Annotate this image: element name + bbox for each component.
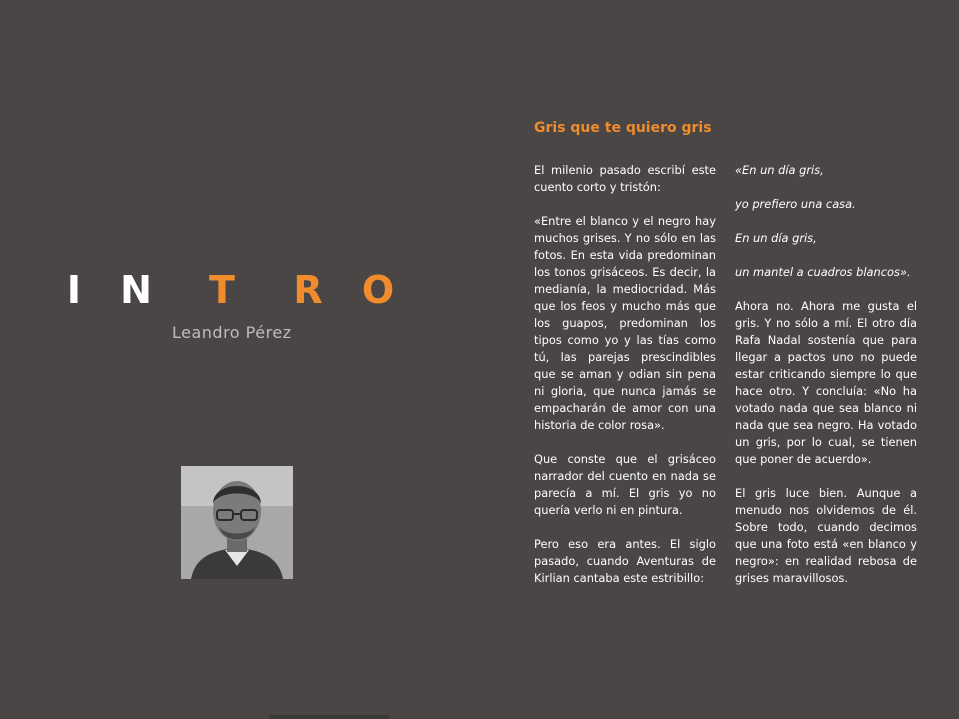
intro-letter: N (120, 268, 152, 312)
verse-line: «En un día gris, (735, 163, 824, 177)
verse-line: yo prefiero una casa. (735, 197, 856, 211)
article-right-column (735, 162, 917, 604)
paragraph: Que conste que el grisáceo narrador del cuento en nada se parecía a mí. El gris yo no quería verlo ni en pintura. (534, 452, 716, 517)
article-left-column (534, 162, 716, 604)
intro-title (55, 268, 405, 312)
paragraph: El gris luce bien. Aunque a menudo nos olvidemos de él. Sobre todo, cuando decimos que una foto está «en blanco y negro»: en realidad rebosa de grises maravillosos. (735, 486, 917, 585)
intro-letter: R (293, 268, 323, 312)
author-portrait-icon (181, 466, 293, 579)
paragraph: Ahora no. Ahora me gusta el gris. Y no sólo a mí. El otro día Rafa Nadal sostenía que para llegar a pactos uno no puede estar criticando siempre lo que hace otro. Y concluía: «No ha votado nada que sea blanco ni nada que sea negro. Ha votado un gris, por lo cual, se tienen que poner de acuerdo». (735, 299, 917, 466)
author-name: Leandro Pérez (172, 323, 292, 342)
verse-line: un mantel a cuadros blancos». (735, 265, 911, 279)
paragraph: El milenio pasado escribí este cuento corto y tristón: (534, 163, 716, 194)
paragraph: Pero eso era antes. El siglo pasado, cuando Aventuras de Kirlian cantaba este estribillo: (534, 537, 716, 585)
intro-letter: T (209, 268, 235, 312)
article-title: Gris que te quiero gris (534, 120, 712, 136)
paragraph: «Entre el blanco y el negro hay muchos grises. Y no sólo en las fotos. En esta vida predominan los tonos grisáceos. Es decir, la medianía, la mediocridad. Más que los feos y mucho más que los guapos, predominan los tipos como yo y las tías como tú, las parejas prescindibles que se aman y odian sin pena ni gloria, que nunca jamás se empacharán de amor con una historia de color rosa». (534, 214, 716, 432)
bottom-divider (270, 715, 390, 719)
intro-letter: I (66, 268, 82, 312)
verse-line: En un día gris, (735, 231, 817, 245)
intro-letter: O (361, 268, 395, 312)
